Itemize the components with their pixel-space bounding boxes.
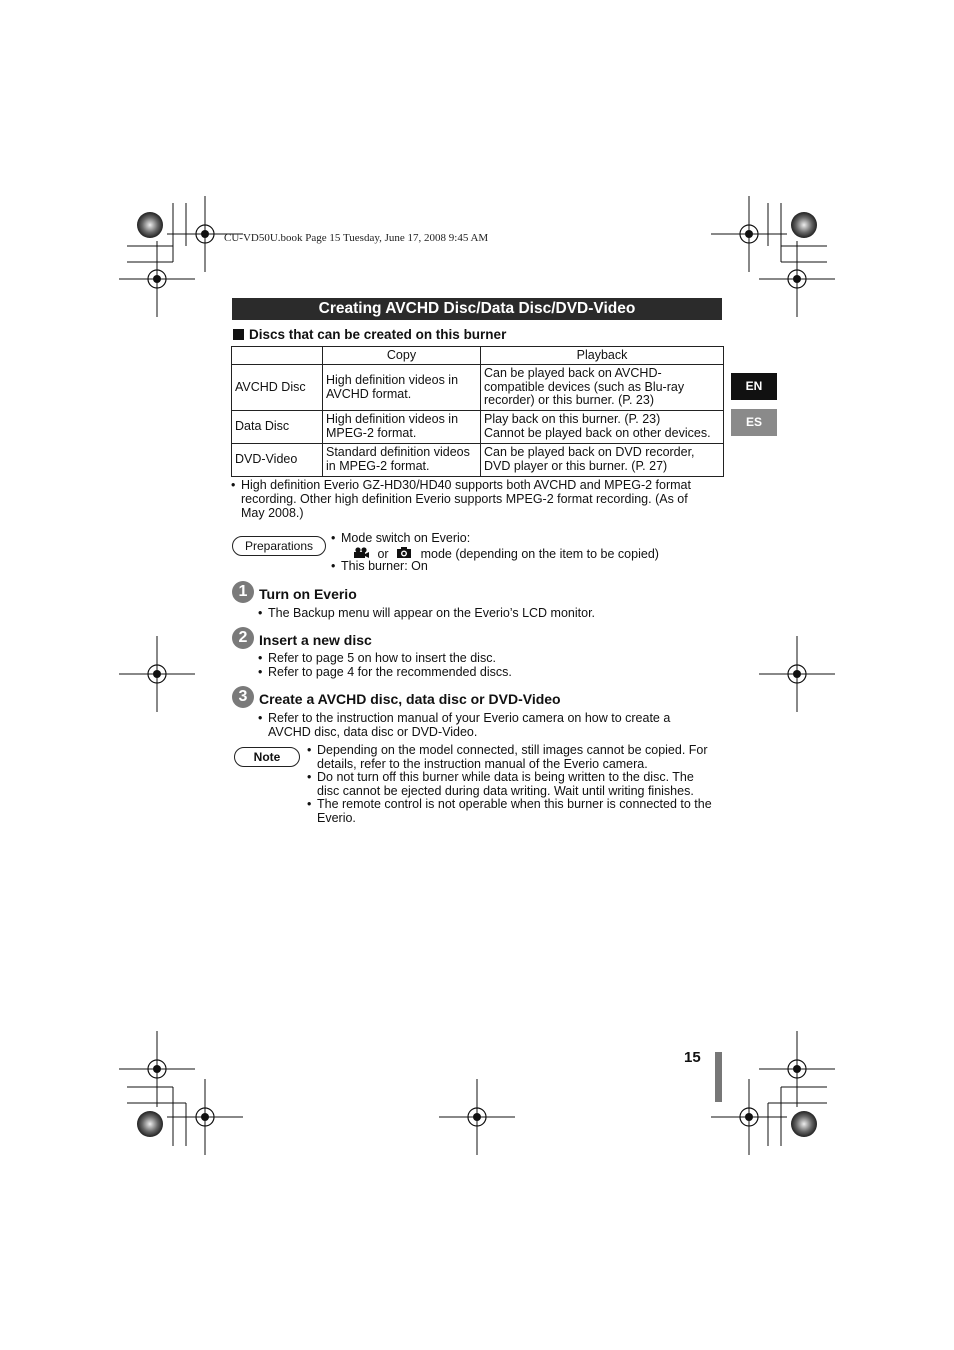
step-3-title: Create a AVCHD disc, data disc or DVD-Video <box>259 691 561 707</box>
table-row <box>232 411 724 444</box>
language-tab-es[interactable]: ES <box>731 409 777 436</box>
page-number: 15 <box>684 1049 701 1066</box>
table-header-cell <box>232 347 323 365</box>
preparations-label: Preparations <box>232 536 326 556</box>
step-1-body: • The Backup menu will appear on the Everio’s LCD monitor. <box>258 607 595 621</box>
still-camera-icon <box>396 546 412 559</box>
video-camera-icon <box>353 547 370 559</box>
step-2-body: • Refer to page 5 on how to insert the disc. • Refer to page 4 for the recommended discs. <box>258 652 512 679</box>
table-row <box>232 365 724 411</box>
table-cell-copy: Standard definition videos in MPEG-2 format. <box>323 444 481 477</box>
step-1-title: Turn on Everio <box>259 586 357 602</box>
table-cell-playback: Can be played back on AVCHD- compatible devices (such as Blu-ray recorder) or this burner. (P. 23) <box>481 365 724 411</box>
table-footnote: • High definition Everio GZ-HD30/HD40 supports both AVCHD and MPEG-2 format recording. Other high definition Everio supports MPEG-2 format recording. (As of May 2008.) <box>231 478 723 520</box>
rosette-bottom-left <box>137 1111 163 1137</box>
table-cell-disc: AVCHD Disc <box>232 365 323 411</box>
language-tab-en[interactable]: EN <box>731 373 777 400</box>
section-title: Creating AVCHD Disc/Data Disc/DVD-Video <box>232 298 722 320</box>
table-row <box>232 444 724 477</box>
table-cell-copy: High definition videos in AVCHD format. <box>323 365 481 411</box>
rosette-top-left <box>137 212 163 238</box>
table-cell-disc: Data Disc <box>232 411 323 444</box>
step-3-body: • Refer to the instruction manual of your Everio camera on how to create a AVCHD disc, data disc or DVD-Video. <box>258 712 670 739</box>
table-header-cell: Playback <box>481 347 724 365</box>
step-1-icon: 1 <box>232 581 254 603</box>
table-header-cell: Copy <box>323 347 481 365</box>
step-2-icon: 2 <box>232 627 254 649</box>
list-item: • Depending on the model connected, still images cannot be copied. For details, refer to the instruction manual of the Everio camera. <box>307 744 727 771</box>
step-2-title: Insert a new disc <box>259 632 372 648</box>
step-3-icon: 3 <box>232 686 254 708</box>
rosette-top-right <box>791 212 817 238</box>
table-header-row <box>232 347 724 365</box>
square-bullet-icon <box>233 329 244 340</box>
print-header-stamp: CU-VD50U.book Page 15 Tuesday, June 17, 2008 9:45 AM <box>224 232 489 244</box>
list-item: • The remote control is not operable when this burner is connected to the Everio. <box>307 798 727 825</box>
note-list <box>307 744 727 826</box>
table-cell-playback: Can be played back on DVD recorder, DVD player or this burner. (P. 27) <box>481 444 724 477</box>
table-cell-playback: Play back on this burner. (P. 23) Cannot be played back on other devices. <box>481 411 724 444</box>
note-label: Note <box>234 747 300 767</box>
rosette-bottom-right <box>791 1111 817 1137</box>
disc-types-table <box>231 346 724 477</box>
table-cell-copy: High definition videos in MPEG-2 format. <box>323 411 481 444</box>
page-edge-bar <box>715 1052 722 1102</box>
preparations-list: • Mode switch on Everio: or mode (depending on the item to be copied) • This burner: On <box>331 532 659 573</box>
table-cell-disc: DVD-Video <box>232 444 323 477</box>
subsection-title: Discs that can be created on this burner <box>233 327 506 342</box>
list-item: • Do not turn off this burner while data is being written to the disc. The disc cannot be ejected during data writing. Wait until writing finishes. <box>307 771 727 798</box>
